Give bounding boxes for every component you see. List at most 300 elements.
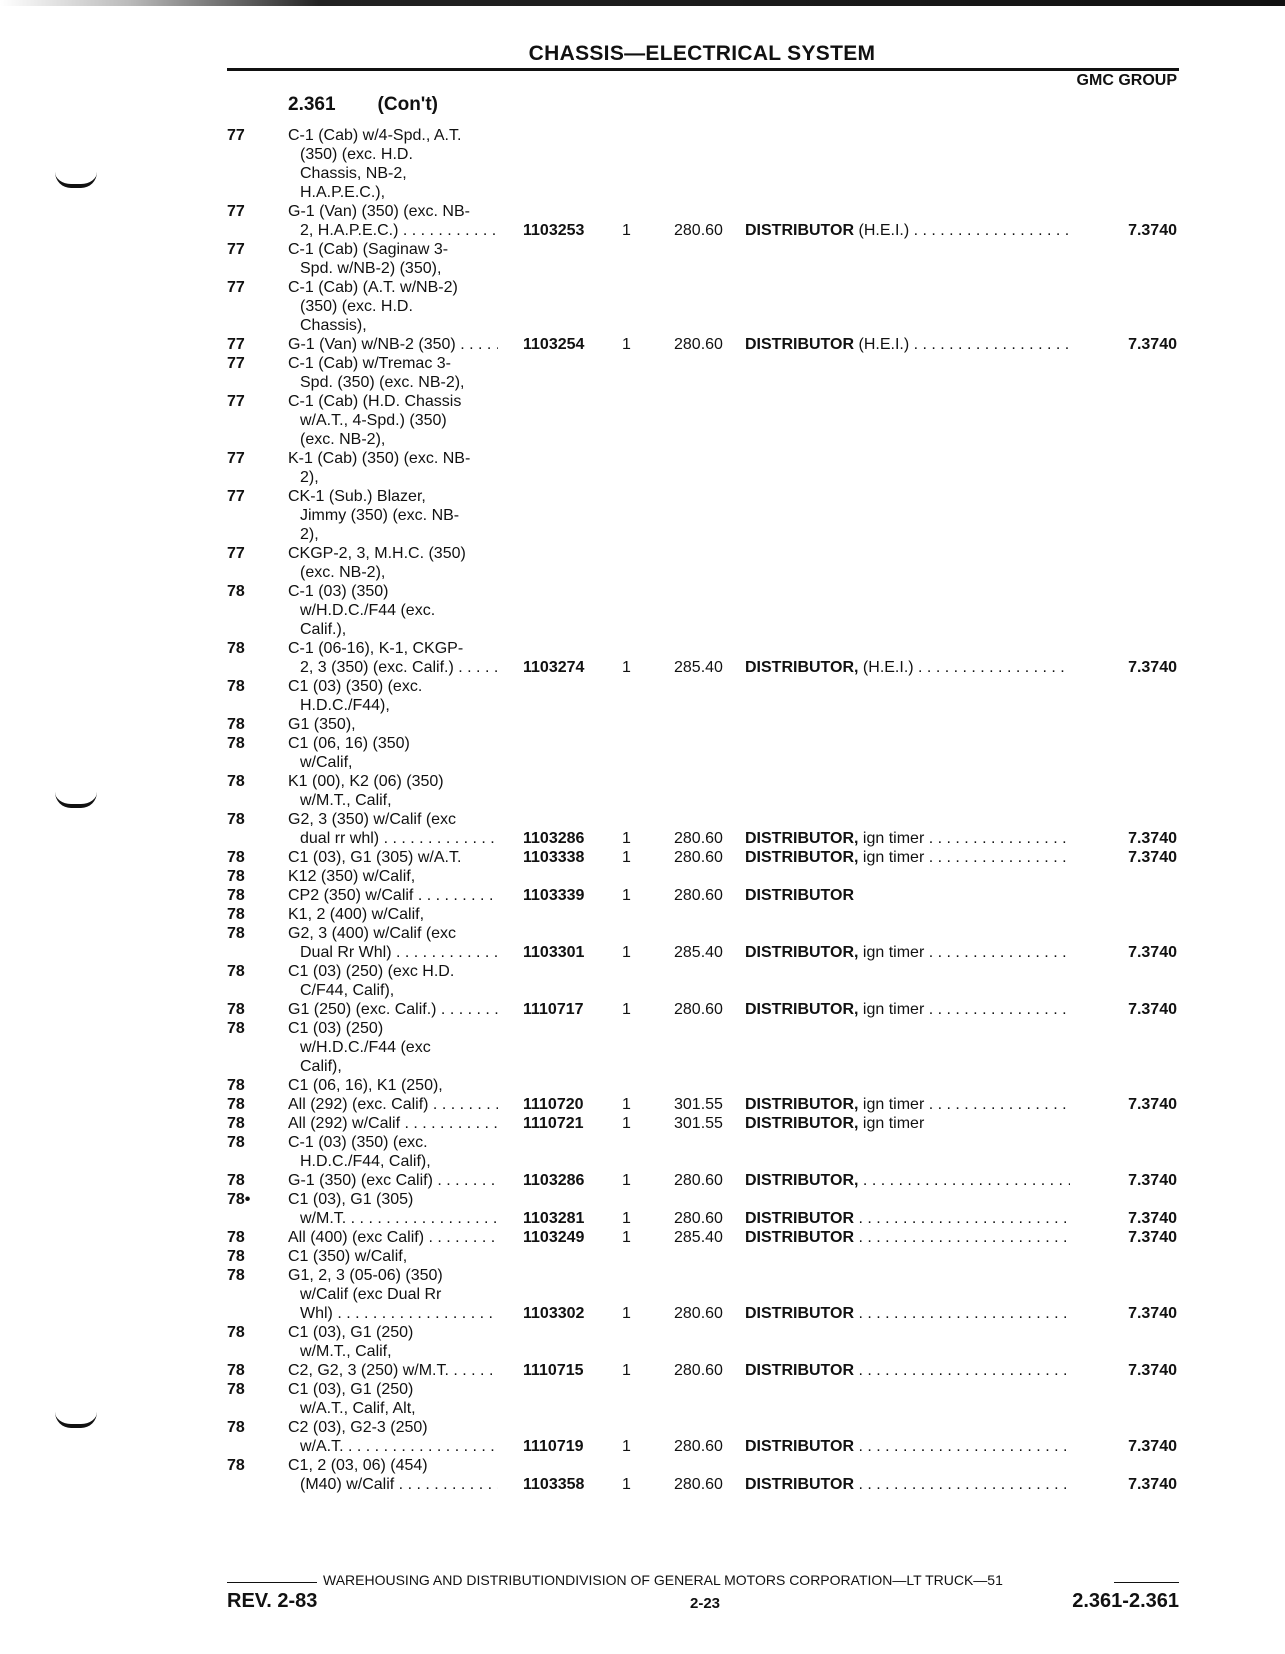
table-row <box>0 924 1285 943</box>
model-year: 78 <box>227 849 245 866</box>
table-row <box>0 183 1285 202</box>
model-year: 78 <box>227 1381 245 1398</box>
group-number: 7.3740 <box>1128 1305 1177 1322</box>
application-description: w/A.T. . . . <box>300 1437 498 1456</box>
application-description: K1, 2 (400) w/Calif, <box>288 906 425 923</box>
model-year: 77 <box>227 355 245 372</box>
table-row <box>0 278 1285 297</box>
group-number: 7.3740 <box>1128 944 1177 961</box>
table-row <box>0 677 1285 696</box>
application-description: 2, H.A.P.E.C.) . . . <box>300 221 498 240</box>
application-description: (M40) w/Calif . . . <box>300 1475 498 1494</box>
table-row <box>0 639 1285 658</box>
application-description: w/A.T., 4-Spd.) (350) <box>300 412 447 429</box>
quantity: 1 <box>622 1172 631 1189</box>
model-year: 77 <box>227 127 245 144</box>
table-row <box>0 1342 1285 1361</box>
model-year: 78 <box>227 887 245 904</box>
part-name-bold: DISTRIBUTOR <box>745 1305 855 1322</box>
list-price: 280.60 <box>674 849 723 866</box>
quantity: 1 <box>622 944 631 961</box>
application-description: C1, 2 (03, 06) (454) <box>288 1457 428 1474</box>
model-year: 77 <box>227 450 245 467</box>
model-year: 77 <box>227 545 245 562</box>
application-description: Spd. (350) (exc. NB-2), <box>300 374 465 391</box>
application-description: w/H.D.C./F44 (exc <box>300 1039 431 1056</box>
model-year: 78 <box>227 1001 245 1018</box>
title-rule <box>227 68 1179 71</box>
list-price: 280.60 <box>674 1172 723 1189</box>
table-row <box>0 791 1285 810</box>
table-row <box>0 1380 1285 1399</box>
group-number: 7.3740 <box>1128 1229 1177 1246</box>
table-row <box>0 1152 1285 1171</box>
application-description: C-1 (Cab) (Saginaw 3- <box>288 241 449 258</box>
part-name <box>745 1114 1070 1133</box>
section-number: 2.361 <box>288 94 336 115</box>
quantity: 1 <box>622 887 631 904</box>
application-description: All (292) w/Calif . . . <box>288 1114 498 1133</box>
revision-label: REV. 2-83 <box>227 1590 318 1612</box>
application-description: C-1 (03) (350) <box>288 583 389 600</box>
list-price: 280.60 <box>674 830 723 847</box>
application-description: C/F44, Calif), <box>300 982 395 999</box>
application-description: K-1 (Cab) (350) (exc. NB- <box>288 450 471 467</box>
table-row <box>0 829 1285 848</box>
quantity: 1 <box>622 830 631 847</box>
table-row <box>0 1095 1285 1114</box>
table-row <box>0 658 1285 677</box>
table-row <box>0 354 1285 373</box>
section-heading <box>288 94 438 116</box>
part-name <box>745 829 1070 848</box>
application-description: C1 (03) (250) (exc H.D. <box>288 963 455 980</box>
part-name-bold: DISTRIBUTOR, <box>745 849 859 866</box>
group-number: 7.3740 <box>1128 1476 1177 1493</box>
quantity: 1 <box>622 1362 631 1379</box>
footer-rule-left <box>227 1582 317 1583</box>
model-year: 78 <box>227 1419 245 1436</box>
list-price: 280.60 <box>674 1438 723 1455</box>
model-year: 78 <box>227 773 245 790</box>
application-description: C1 (03), G1 (305) <box>288 1191 414 1208</box>
part-name <box>745 886 1070 905</box>
list-price: 280.60 <box>674 1305 723 1322</box>
model-year: 78 <box>227 1115 245 1132</box>
application-description: CK-1 (Sub.) Blazer, <box>288 488 426 505</box>
table-row <box>0 1076 1285 1095</box>
list-price: 280.60 <box>674 887 723 904</box>
table-row <box>0 240 1285 259</box>
group-number: 7.3740 <box>1128 659 1177 676</box>
model-year: 77 <box>227 241 245 258</box>
model-year: 78 <box>227 1457 245 1474</box>
application-description: Jimmy (350) (exc. NB- <box>300 507 460 524</box>
part-name-note: (H.E.I.) <box>854 222 910 239</box>
application-description: CKGP-2, 3, M.H.C. (350) <box>288 545 466 562</box>
application-description: G-1 (Van) (350) (exc. NB- <box>288 203 470 220</box>
model-year: 78 <box>227 906 245 923</box>
model-year: 78• <box>227 1191 251 1208</box>
list-price: 280.60 <box>674 1001 723 1018</box>
model-year: 78 <box>227 716 245 733</box>
table-row <box>0 1285 1285 1304</box>
table-row <box>0 202 1285 221</box>
part-name-note: ign timer <box>858 849 925 866</box>
section-reference: 2.361-2.361 <box>1072 1590 1179 1612</box>
application-description: H.D.C./F44), <box>300 697 390 714</box>
part-name <box>745 658 1070 677</box>
part-name-note: ign timer <box>858 1001 925 1018</box>
model-year: 78 <box>227 1172 245 1189</box>
quantity: 1 <box>622 1096 631 1113</box>
group-number: 7.3740 <box>1128 1362 1177 1379</box>
table-row <box>0 772 1285 791</box>
list-price: 280.60 <box>674 1476 723 1493</box>
table-row <box>0 297 1285 316</box>
application-description: Chassis, NB-2, <box>300 165 407 182</box>
part-name-bold: DISTRIBUTOR, <box>745 1096 859 1113</box>
table-row <box>0 449 1285 468</box>
table-row <box>0 145 1285 164</box>
model-year: 77 <box>227 488 245 505</box>
list-price: 301.55 <box>674 1115 723 1132</box>
part-name-note: ign timer <box>858 1096 925 1113</box>
quantity: 1 <box>622 336 631 353</box>
application-description: Whl) . . . <box>300 1304 498 1323</box>
table-row <box>0 1266 1285 1285</box>
table-row <box>0 335 1285 354</box>
application-description: C2, G2, 3 (250) w/M.T. . . . <box>288 1361 498 1380</box>
model-year: 78 <box>227 868 245 885</box>
application-description: C1 (03) (350) (exc. <box>288 678 423 695</box>
application-description: C-1 (Cab) (H.D. Chassis <box>288 393 462 410</box>
application-description: Spd. w/NB-2) (350), <box>300 260 442 277</box>
model-year: 78 <box>227 1096 245 1113</box>
quantity: 1 <box>622 849 631 866</box>
model-year: 78 <box>227 963 245 980</box>
part-number: 1103286 <box>523 830 585 847</box>
application-description: w/A.T., Calif, Alt, <box>300 1400 416 1417</box>
part-number: 1103286 <box>523 1172 585 1189</box>
table-row <box>0 373 1285 392</box>
model-year: 78 <box>227 583 245 600</box>
quantity: 1 <box>622 222 631 239</box>
table-row <box>0 810 1285 829</box>
application-description: 2, 3 (350) (exc. Calif.) . . . <box>300 658 498 677</box>
model-year: 78 <box>227 678 245 695</box>
part-number: 1110721 <box>523 1115 584 1132</box>
table-row <box>0 905 1285 924</box>
application-description: C-1 (03) (350) (exc. <box>288 1134 428 1151</box>
table-row <box>0 411 1285 430</box>
table-row <box>0 392 1285 411</box>
part-name <box>745 848 1070 867</box>
model-year: 78 <box>227 1020 245 1037</box>
group-number: 7.3740 <box>1128 1001 1177 1018</box>
part-number: 1103302 <box>523 1305 585 1322</box>
application-description: (exc. NB-2), <box>300 564 386 581</box>
table-row <box>0 601 1285 620</box>
list-price: 285.40 <box>674 659 723 676</box>
table-row <box>0 1247 1285 1266</box>
application-description: G1, 2, 3 (05-06) (350) <box>288 1267 443 1284</box>
part-name <box>745 1095 1070 1114</box>
part-number: 1103249 <box>523 1229 585 1246</box>
part-name-bold: DISTRIBUTOR <box>745 1229 855 1246</box>
application-description: C-1 (06-16), K-1, CKGP- <box>288 640 464 657</box>
list-price: 280.60 <box>674 1210 723 1227</box>
part-name-bold: DISTRIBUTOR, <box>745 944 859 961</box>
table-row <box>0 1228 1285 1247</box>
application-description: K1 (00), K2 (06) (350) <box>288 773 444 790</box>
application-description: C1 (03) (250) <box>288 1020 384 1037</box>
model-year: 78 <box>227 640 245 657</box>
application-description: C2 (03), G2-3 (250) <box>288 1419 428 1436</box>
table-row <box>0 582 1285 601</box>
part-name <box>745 1361 1070 1380</box>
table-row <box>0 1209 1285 1228</box>
table-row <box>0 1019 1285 1038</box>
application-description: Calif), <box>300 1058 342 1075</box>
list-price: 301.55 <box>674 1096 723 1113</box>
application-description: w/M.T., Calif, <box>300 1343 392 1360</box>
part-name-note: ign timer <box>858 944 925 961</box>
part-name <box>745 1171 1070 1190</box>
list-price: 280.60 <box>674 222 723 239</box>
part-name-note: (H.E.I.) <box>858 659 914 676</box>
application-description: C1 (03), G1 (250) <box>288 1324 414 1341</box>
application-description: C1 (03), G1 (305) w/A.T. <box>288 849 462 866</box>
application-description: (350) (exc. H.D. <box>300 146 413 163</box>
part-name-bold: DISTRIBUTOR <box>745 336 855 353</box>
list-price: 285.40 <box>674 944 723 961</box>
quantity: 1 <box>622 1476 631 1493</box>
application-description: Calif.), <box>300 621 347 638</box>
table-row <box>0 1456 1285 1475</box>
model-year: 78 <box>227 1077 245 1094</box>
part-name <box>745 1475 1070 1494</box>
application-description: C1 (03), G1 (250) <box>288 1381 414 1398</box>
part-name-bold: DISTRIBUTOR <box>745 887 855 904</box>
part-name-bold: DISTRIBUTOR, <box>745 1172 859 1189</box>
table-row <box>0 1057 1285 1076</box>
table-row <box>0 848 1285 867</box>
part-name <box>745 1304 1070 1323</box>
application-description: K12 (350) w/Calif, <box>288 868 416 885</box>
part-number: 1103253 <box>523 222 585 239</box>
quantity: 1 <box>622 1229 631 1246</box>
part-number: 1110715 <box>523 1362 584 1379</box>
list-price: 280.60 <box>674 1362 723 1379</box>
part-name-bold: DISTRIBUTOR, <box>745 1001 859 1018</box>
group-number: 7.3740 <box>1128 1438 1177 1455</box>
part-number: 1103338 <box>523 849 585 866</box>
application-description: 2), <box>300 469 319 486</box>
table-row <box>0 715 1285 734</box>
table-row <box>0 753 1285 772</box>
application-description: H.D.C./F44, Calif), <box>300 1153 431 1170</box>
model-year: 77 <box>227 393 245 410</box>
application-description: All (292) (exc. Calif) . . . <box>288 1095 498 1114</box>
part-number: 1103301 <box>523 944 585 961</box>
table-row <box>0 468 1285 487</box>
application-description: H.A.P.E.C.), <box>300 184 386 201</box>
part-name-note: ign timer <box>858 830 925 847</box>
model-year: 78 <box>227 925 245 942</box>
application-description: (exc. NB-2), <box>300 431 386 448</box>
part-name <box>745 335 1070 354</box>
part-name-bold: DISTRIBUTOR <box>745 1362 855 1379</box>
application-description: CP2 (350) w/Calif . . . <box>288 886 498 905</box>
table-row <box>0 316 1285 335</box>
application-description: dual rr whl) . . . <box>300 829 498 848</box>
table-row <box>0 1437 1285 1456</box>
group-label: GMC GROUP <box>1076 72 1177 89</box>
part-name-bold: DISTRIBUTOR <box>745 1210 855 1227</box>
part-number: 1103358 <box>523 1476 585 1493</box>
model-year: 78 <box>227 1248 245 1265</box>
quantity: 1 <box>622 1210 631 1227</box>
application-description: G-1 (350) (exc Calif) . . . <box>288 1171 498 1190</box>
page-title: CHASSIS—ELECTRICAL SYSTEM <box>528 42 876 65</box>
part-name <box>745 943 1070 962</box>
model-year: 78 <box>227 1134 245 1151</box>
table-row <box>0 1361 1285 1380</box>
table-row <box>0 487 1285 506</box>
application-description: G-1 (Van) w/NB-2 (350) . . . <box>288 335 498 354</box>
table-row <box>0 221 1285 240</box>
table-row <box>0 544 1285 563</box>
quantity: 1 <box>622 1438 631 1455</box>
model-year: 77 <box>227 279 245 296</box>
footer-rule-right <box>1114 1582 1179 1583</box>
table-row <box>0 126 1285 145</box>
table-row <box>0 886 1285 905</box>
part-name <box>745 1437 1070 1456</box>
table-row <box>0 1171 1285 1190</box>
part-name <box>745 1228 1070 1247</box>
quantity: 1 <box>622 1001 631 1018</box>
table-row <box>0 563 1285 582</box>
application-description: w/M.T., Calif, <box>300 792 392 809</box>
table-row <box>0 696 1285 715</box>
group-number: 7.3740 <box>1128 1172 1177 1189</box>
part-number: 1103281 <box>523 1210 585 1227</box>
table-row <box>0 962 1285 981</box>
parts-list <box>0 126 1285 1494</box>
table-row <box>0 1190 1285 1209</box>
table-row <box>0 430 1285 449</box>
part-name-note: ign timer <box>858 1115 925 1132</box>
application-description: C1 (350) w/Calif, <box>288 1248 408 1265</box>
part-number: 1110719 <box>523 1438 584 1455</box>
table-row <box>0 1133 1285 1152</box>
group-number: 7.3740 <box>1128 222 1177 239</box>
table-row <box>0 981 1285 1000</box>
model-year: 78 <box>227 1362 245 1379</box>
application-description: w/Calif (exc Dual Rr <box>300 1286 442 1303</box>
list-price: 285.40 <box>674 1229 723 1246</box>
part-number: 1110720 <box>523 1096 584 1113</box>
table-row <box>0 1418 1285 1437</box>
application-description: C1 (06, 16), K1 (250), <box>288 1077 443 1094</box>
table-row <box>0 1114 1285 1133</box>
group-number: 7.3740 <box>1128 830 1177 847</box>
part-number: 1103254 <box>523 336 585 353</box>
part-name-bold: DISTRIBUTOR, <box>745 1115 859 1132</box>
quantity: 1 <box>622 1115 631 1132</box>
model-year: 78 <box>227 1229 245 1246</box>
application-description: Dual Rr Whl) . . . <box>300 943 498 962</box>
application-description: (350) (exc. H.D. <box>300 298 413 315</box>
part-number: 1103339 <box>523 887 585 904</box>
application-description: C-1 (Cab) (A.T. w/NB-2) <box>288 279 458 296</box>
application-description: 2), <box>300 526 319 543</box>
table-row <box>0 1475 1285 1494</box>
model-year: 77 <box>227 203 245 220</box>
application-description: G2, 3 (350) w/Calif (exc <box>288 811 457 828</box>
part-name <box>745 1209 1070 1228</box>
application-description: G1 (250) (exc. Calif.) . . . <box>288 1000 498 1019</box>
table-row <box>0 1038 1285 1057</box>
model-year: 77 <box>227 336 245 353</box>
part-number: 1103274 <box>523 659 585 676</box>
model-year: 78 <box>227 1324 245 1341</box>
list-price: 280.60 <box>674 336 723 353</box>
table-row <box>0 867 1285 886</box>
quantity: 1 <box>622 659 631 676</box>
top-border <box>0 0 1285 6</box>
table-row <box>0 164 1285 183</box>
page-number: 2-23 <box>690 1595 721 1612</box>
model-year: 78 <box>227 811 245 828</box>
part-name-bold: DISTRIBUTOR <box>745 1476 855 1493</box>
table-row <box>0 734 1285 753</box>
table-row <box>0 525 1285 544</box>
table-row <box>0 620 1285 639</box>
model-year: 78 <box>227 735 245 752</box>
application-description: C-1 (Cab) w/Tremac 3- <box>288 355 451 372</box>
table-row <box>0 259 1285 278</box>
application-description: w/H.D.C./F44 (exc. <box>300 602 436 619</box>
group-number: 7.3740 <box>1128 849 1177 866</box>
part-name-note: (H.E.I.) <box>854 336 910 353</box>
part-number: 1110717 <box>523 1001 584 1018</box>
part-name <box>745 221 1070 240</box>
table-row <box>0 1323 1285 1342</box>
quantity: 1 <box>622 1305 631 1322</box>
application-description: G2, 3 (400) w/Calif (exc <box>288 925 457 942</box>
footer-division-text: WAREHOUSING AND DISTRIBUTIONDIVISION OF GENERAL MOTORS CORPORATION—LT TRUCK—51 <box>323 1572 1003 1588</box>
application-description: Chassis), <box>300 317 367 334</box>
group-number: 7.3740 <box>1128 336 1177 353</box>
table-row <box>0 1399 1285 1418</box>
part-name-bold: DISTRIBUTOR <box>745 222 855 239</box>
table-row <box>0 943 1285 962</box>
model-year: 78 <box>227 1267 245 1284</box>
application-description: w/M.T. . . . <box>300 1209 498 1228</box>
part-name-bold: DISTRIBUTOR, <box>745 830 859 847</box>
application-description: C-1 (Cab) w/4-Spd., A.T. <box>288 127 462 144</box>
group-number: 7.3740 <box>1128 1210 1177 1227</box>
group-number: 7.3740 <box>1128 1096 1177 1113</box>
application-description: C1 (06, 16) (350) <box>288 735 410 752</box>
application-description: All (400) (exc Calif) . . . <box>288 1228 498 1247</box>
part-name-bold: DISTRIBUTOR, <box>745 659 859 676</box>
section-suffix: (Con't) <box>377 94 438 115</box>
part-name <box>745 1000 1070 1019</box>
